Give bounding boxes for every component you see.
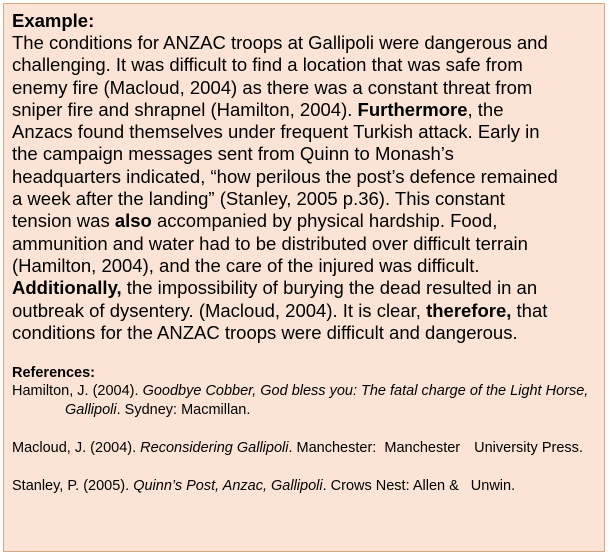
paragraph-line: (Hamilton, 2004), and the care of the injured was difficult. bbox=[12, 254, 480, 276]
paragraph-line: enemy fire (Macloud, 2004) as there was a constant threat from bbox=[12, 76, 533, 98]
paragraph-line: The conditions for ANZAC troops at Gallipoli were dangerous and bbox=[12, 32, 548, 53]
example-paragraph bbox=[12, 32, 596, 344]
paragraph-line: challenging. It was difficult to find a location that was safe from bbox=[12, 54, 523, 76]
reference-title: Goodbye Cobber, God bless you: The fatal charge of the Light Horse, bbox=[142, 383, 589, 400]
paragraph-line: a week after the landing” (Stanley, 2005 p.36). This constant bbox=[12, 188, 505, 210]
reference-macloud: Macloud, J. (2004). Reconsidering Gallipoli. Manchester: Manchester University Press. bbox=[12, 440, 583, 457]
paragraph-line: the campaign messages sent from Quinn to Monash’s bbox=[12, 143, 454, 165]
paragraph-line: conditions for the ANZAC troops were difficult and dangerous. bbox=[12, 321, 518, 343]
paragraph-line: sniper fire and shrapnel (Hamilton, 2004). Furthermore, the bbox=[12, 98, 504, 120]
paragraph-line: ammunition and water had to be distributed over difficult terrain bbox=[12, 232, 528, 254]
example-box bbox=[3, 3, 605, 552]
reference-hamilton: Hamilton, J. (2004). Goodbye Cobber, God bless you: The fatal charge of the Light Horse, Gallipoli. Sydney: Macmillan. bbox=[12, 383, 589, 419]
emphasis-additionally: Additionally, bbox=[12, 277, 122, 299]
references-heading: References: bbox=[12, 365, 96, 382]
example-heading: Example: bbox=[12, 10, 95, 31]
emphasis-also: also bbox=[114, 210, 152, 232]
reference-title: Gallipoli bbox=[65, 402, 117, 419]
reference-stanley: Stanley, P. (2005). Quinn’s Post, Anzac, Gallipoli. Crows Nest: Allen & Unwin. bbox=[12, 478, 516, 495]
paragraph-line: headquarters indicated, “how perilous the post’s defence remained bbox=[12, 165, 558, 187]
paragraph-line: outbreak of dysentery. (Macloud, 2004). It is clear, therefore, that bbox=[12, 299, 548, 321]
paragraph-line: Anzacs found themselves under frequent Turkish attack. Early in bbox=[12, 121, 540, 143]
paragraph-line: Additionally, the impossibility of burying the dead resulted in an bbox=[12, 277, 538, 299]
reference-title: Reconsidering Gallipoli bbox=[140, 440, 289, 457]
emphasis-therefore: therefore, bbox=[426, 299, 512, 321]
emphasis-furthermore: Furthermore bbox=[357, 98, 468, 120]
reference-title: Quinn’s Post, Anzac, Gallipoli bbox=[133, 478, 323, 495]
paragraph-line: tension was also accompanied by physical hardship. Food, bbox=[12, 210, 498, 232]
